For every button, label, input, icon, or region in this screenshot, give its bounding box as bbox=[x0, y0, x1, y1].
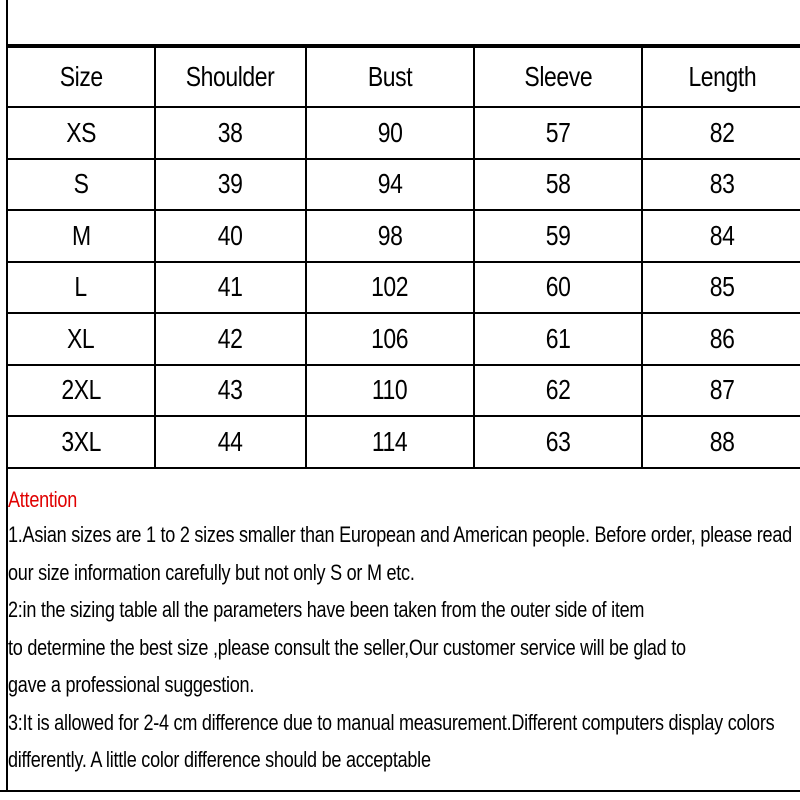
table-row bbox=[7, 313, 800, 365]
note-line: 2:in the sizing table all the parameters have been taken from the outer side of item bbox=[8, 597, 645, 622]
cell-size: 2XL bbox=[7, 365, 155, 417]
header-length: Length bbox=[642, 47, 800, 107]
cell-length: 82 bbox=[642, 107, 800, 159]
cell-size: S bbox=[7, 159, 155, 211]
table-row bbox=[7, 159, 800, 211]
attention-heading: Attention bbox=[8, 487, 77, 512]
cell-bust: 102 bbox=[306, 262, 474, 314]
note-line: to determine the best size ,please consult the seller,Our customer service will be glad to bbox=[8, 634, 686, 660]
cell-length: 84 bbox=[642, 210, 800, 262]
table-row bbox=[7, 416, 800, 468]
cell-size: M bbox=[7, 210, 155, 262]
cell-size: XL bbox=[7, 313, 155, 365]
table-row bbox=[7, 262, 800, 314]
cell-length: 86 bbox=[642, 313, 800, 365]
cell-size: XS bbox=[7, 107, 155, 159]
cell-length: 83 bbox=[642, 159, 800, 211]
note-line: gave a professional suggestion. bbox=[8, 672, 255, 697]
cell-shoulder: 38 bbox=[155, 107, 306, 159]
header-bust: Bust bbox=[306, 47, 474, 107]
cell-sleeve: 61 bbox=[474, 313, 642, 365]
cell-sleeve: 57 bbox=[474, 107, 642, 159]
header-shoulder: Shoulder bbox=[155, 47, 306, 107]
cell-size: 3XL bbox=[7, 416, 155, 468]
cell-sleeve: 60 bbox=[474, 262, 642, 314]
size-table bbox=[6, 46, 800, 469]
cell-bust: 106 bbox=[306, 313, 474, 365]
header-sleeve: Sleeve bbox=[474, 47, 642, 107]
cell-bust: 98 bbox=[306, 210, 474, 262]
top-strip bbox=[6, 0, 800, 46]
cell-sleeve: 62 bbox=[474, 365, 642, 417]
cell-sleeve: 63 bbox=[474, 416, 642, 468]
cell-shoulder: 42 bbox=[155, 313, 306, 365]
note-line: 1.Asian sizes are 1 to 2 sizes smaller than European and American people. Before order, please read bbox=[8, 522, 792, 547]
cell-size: L bbox=[7, 262, 155, 314]
header-size: Size bbox=[7, 47, 155, 107]
table-row bbox=[7, 365, 800, 417]
cell-bust: 110 bbox=[306, 365, 474, 417]
cell-bust: 94 bbox=[306, 159, 474, 211]
cell-bust: 90 bbox=[306, 107, 474, 159]
bottom-divider bbox=[0, 790, 800, 792]
cell-shoulder: 43 bbox=[155, 365, 306, 417]
cell-length: 85 bbox=[642, 262, 800, 314]
note-line: 3:It is allowed for 2-4 cm difference due to manual measurement.Different computers display colors bbox=[8, 709, 775, 735]
cell-sleeve: 58 bbox=[474, 159, 642, 211]
cell-length: 88 bbox=[642, 416, 800, 468]
cell-shoulder: 41 bbox=[155, 262, 306, 314]
cell-shoulder: 39 bbox=[155, 159, 306, 211]
attention-notes bbox=[8, 484, 798, 779]
note-line: differently. A little color difference should be acceptable bbox=[8, 747, 431, 772]
table-row bbox=[7, 210, 800, 262]
cell-shoulder: 44 bbox=[155, 416, 306, 468]
cell-bust: 114 bbox=[306, 416, 474, 468]
table-header-row bbox=[7, 47, 800, 107]
cell-shoulder: 40 bbox=[155, 210, 306, 262]
cell-length: 87 bbox=[642, 365, 800, 417]
cell-sleeve: 59 bbox=[474, 210, 642, 262]
note-line: our size information carefully but not only S or M etc. bbox=[8, 559, 415, 585]
table-row bbox=[7, 107, 800, 159]
